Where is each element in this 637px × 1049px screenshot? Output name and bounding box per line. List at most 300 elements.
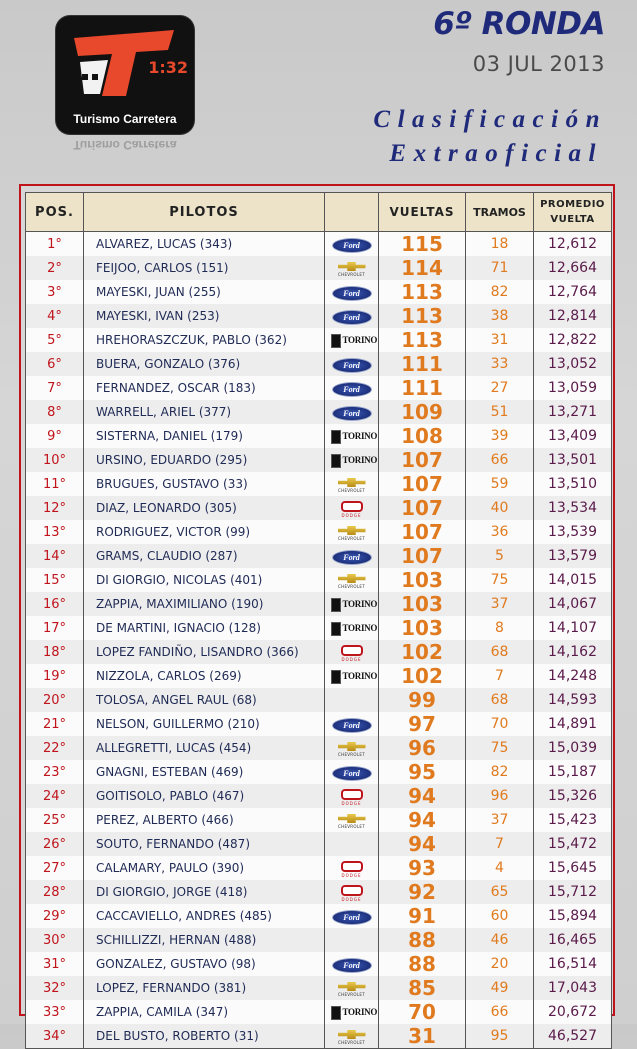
sections-cell: 40 — [466, 496, 534, 520]
position-cell: 5° — [26, 328, 84, 352]
table-row — [26, 568, 612, 592]
brand-cell — [325, 976, 379, 1000]
position-cell: 22° — [26, 736, 84, 760]
driver-name-cell: ZAPPIA, MAXIMILIANO (190) — [84, 592, 325, 616]
position-cell: 17° — [26, 616, 84, 640]
driver-name-cell: CACCAVIELLO, ANDRES (485) — [84, 904, 325, 928]
position-cell: 16° — [26, 592, 84, 616]
ford-logo-icon: Ford — [332, 910, 372, 925]
laps-cell: 31 — [379, 1024, 466, 1049]
driver-name-cell: SISTERNA, DANIEL (179) — [84, 424, 325, 448]
torino-logo-text: TORINO — [342, 431, 378, 441]
torino-logo-icon — [331, 670, 378, 684]
laps-cell: 111 — [379, 352, 466, 376]
driver-name-cell: CALAMARY, PAULO (390) — [84, 856, 325, 880]
torino-logo-text: TORINO — [342, 599, 378, 609]
brand-cell — [325, 520, 379, 544]
average-lap-cell: 20,672 — [534, 1000, 612, 1024]
table-row — [26, 640, 612, 664]
position-cell: 4° — [26, 304, 84, 328]
brand-cell — [325, 856, 379, 880]
position-cell: 26° — [26, 832, 84, 856]
table-row — [26, 784, 612, 808]
driver-name-cell: SOUTO, FERNANDO (487) — [84, 832, 325, 856]
position-cell: 14° — [26, 544, 84, 568]
table-row — [26, 448, 612, 472]
sections-cell: 27 — [466, 376, 534, 400]
brand-cell — [325, 232, 379, 257]
brand-cell — [325, 712, 379, 736]
sections-cell: 96 — [466, 784, 534, 808]
brand-cell — [325, 256, 379, 280]
chevrolet-bowtie-icon — [338, 742, 366, 751]
driver-name-cell: DE MARTINI, IGNACIO (128) — [84, 616, 325, 640]
brand-cell — [325, 760, 379, 784]
torino-emblem-icon — [331, 454, 341, 468]
average-lap-cell: 13,271 — [534, 400, 612, 424]
average-lap-cell: 12,612 — [534, 232, 612, 257]
position-cell: 34° — [26, 1024, 84, 1049]
table-row — [26, 376, 612, 400]
sections-cell: 66 — [466, 448, 534, 472]
dodge-logo-icon — [334, 501, 370, 517]
laps-cell: 108 — [379, 424, 466, 448]
ford-logo-icon: Ford — [332, 766, 372, 781]
chevrolet-bowtie-icon — [338, 262, 366, 271]
sections-cell: 38 — [466, 304, 534, 328]
ford-logo-icon: Ford — [332, 310, 372, 325]
brand-cell — [325, 688, 379, 712]
ford-logo-icon: Ford — [332, 358, 372, 373]
table-row — [26, 280, 612, 304]
table-row — [26, 616, 612, 640]
position-cell: 1° — [26, 232, 84, 257]
driver-name-cell: FEIJOO, CARLOS (151) — [84, 256, 325, 280]
dodge-ram-icon — [341, 789, 363, 800]
chevrolet-bowtie-icon — [338, 526, 366, 535]
driver-name-cell: TOLOSA, ANGEL RAUL (68) — [84, 688, 325, 712]
position-cell: 13° — [26, 520, 84, 544]
dodge-logo-text: DODGE — [341, 897, 362, 902]
table-row — [26, 328, 612, 352]
dodge-logo-icon — [334, 645, 370, 661]
dodge-logo-text: DODGE — [341, 873, 362, 878]
sections-cell: 18 — [466, 232, 534, 257]
laps-cell: 102 — [379, 640, 466, 664]
laps-cell: 70 — [379, 1000, 466, 1024]
dodge-ram-icon — [341, 645, 363, 656]
table-row — [26, 232, 612, 257]
table-row — [26, 976, 612, 1000]
position-cell: 32° — [26, 976, 84, 1000]
laps-cell: 107 — [379, 544, 466, 568]
sections-cell: 68 — [466, 688, 534, 712]
average-lap-cell: 16,465 — [534, 928, 612, 952]
header-pos: POS. — [26, 193, 84, 232]
average-lap-cell: 14,891 — [534, 712, 612, 736]
table-row — [26, 904, 612, 928]
table-row — [26, 760, 612, 784]
driver-name-cell: BRUGUES, GUSTAVO (33) — [84, 472, 325, 496]
brand-cell — [325, 904, 379, 928]
sections-cell: 7 — [466, 832, 534, 856]
driver-name-cell: GOITISOLO, PABLO (467) — [84, 784, 325, 808]
driver-name-cell: DEL BUSTO, ROBERTO (31) — [84, 1024, 325, 1049]
dodge-ram-icon — [341, 861, 363, 872]
sections-cell: 70 — [466, 712, 534, 736]
driver-name-cell: GONZALEZ, GUSTAVO (98) — [84, 952, 325, 976]
torino-logo-text: TORINO — [342, 455, 378, 465]
laps-cell: 109 — [379, 400, 466, 424]
sections-cell: 95 — [466, 1024, 534, 1049]
brand-cell — [325, 328, 379, 352]
round-title: 6º RONDA — [433, 6, 605, 42]
average-lap-cell: 17,043 — [534, 976, 612, 1000]
position-cell: 27° — [26, 856, 84, 880]
table-row — [26, 664, 612, 688]
driver-name-cell: LOPEZ, FERNANDO (381) — [84, 976, 325, 1000]
ford-logo-icon: Ford — [332, 406, 372, 421]
average-lap-cell: 14,067 — [534, 592, 612, 616]
average-lap-cell: 14,248 — [534, 664, 612, 688]
average-lap-cell: 13,409 — [534, 424, 612, 448]
header-pilotos: PILOTOS — [84, 193, 325, 232]
brand-cell — [325, 280, 379, 304]
torino-logo-icon — [331, 334, 378, 348]
subtitle-extraoficial: Extraoficial — [389, 140, 603, 167]
brand-cell — [325, 424, 379, 448]
position-cell: 20° — [26, 688, 84, 712]
chevrolet-logo-text: CHEVROLET — [338, 752, 365, 757]
header-promedio-line1: PROMEDIO — [540, 199, 605, 210]
driver-name-cell: ALLEGRETTI, LUCAS (454) — [84, 736, 325, 760]
laps-cell: 107 — [379, 520, 466, 544]
position-cell: 31° — [26, 952, 84, 976]
brand-cell — [325, 496, 379, 520]
sections-cell: 65 — [466, 880, 534, 904]
average-lap-cell: 12,814 — [534, 304, 612, 328]
table-row — [26, 952, 612, 976]
position-cell: 25° — [26, 808, 84, 832]
position-cell: 18° — [26, 640, 84, 664]
sections-cell: 36 — [466, 520, 534, 544]
torino-logo-icon — [331, 430, 378, 444]
table-row — [26, 424, 612, 448]
table-row — [26, 712, 612, 736]
header-promedio — [534, 193, 612, 232]
laps-cell: 94 — [379, 784, 466, 808]
torino-emblem-icon — [331, 670, 341, 684]
laps-cell: 107 — [379, 448, 466, 472]
dodge-logo-text: DODGE — [341, 657, 362, 662]
brand-cell — [325, 568, 379, 592]
brand-cell — [325, 1000, 379, 1024]
chevrolet-logo-text: CHEVROLET — [338, 584, 365, 589]
average-lap-cell: 15,472 — [534, 832, 612, 856]
logo-scale-number: 1:32 — [148, 58, 188, 77]
average-lap-cell: 46,527 — [534, 1024, 612, 1049]
laps-cell: 88 — [379, 952, 466, 976]
laps-cell: 99 — [379, 688, 466, 712]
sections-cell: 68 — [466, 640, 534, 664]
table-row — [26, 544, 612, 568]
sections-cell: 82 — [466, 760, 534, 784]
driver-name-cell: FERNANDEZ, OSCAR (183) — [84, 376, 325, 400]
driver-name-cell: NELSON, GUILLERMO (210) — [84, 712, 325, 736]
average-lap-cell: 15,645 — [534, 856, 612, 880]
laps-cell: 115 — [379, 232, 466, 257]
torino-emblem-icon — [331, 334, 341, 348]
torino-logo-text: TORINO — [342, 335, 378, 345]
average-lap-cell: 15,187 — [534, 760, 612, 784]
torino-logo-icon — [331, 622, 378, 636]
brand-cell — [325, 928, 379, 952]
chevrolet-bowtie-icon — [338, 478, 366, 487]
average-lap-cell: 14,593 — [534, 688, 612, 712]
brand-cell — [325, 376, 379, 400]
average-lap-cell: 12,822 — [534, 328, 612, 352]
sections-cell: 31 — [466, 328, 534, 352]
dodge-logo-text: DODGE — [341, 513, 362, 518]
dodge-ram-icon — [341, 501, 363, 512]
brand-cell — [325, 400, 379, 424]
laps-cell: 113 — [379, 328, 466, 352]
sections-cell: 37 — [466, 808, 534, 832]
driver-name-cell: HREHORASZCZUK, PABLO (362) — [84, 328, 325, 352]
laps-cell: 97 — [379, 712, 466, 736]
torino-logo-text: TORINO — [342, 1007, 378, 1017]
dodge-logo-icon — [334, 885, 370, 901]
brand-cell — [325, 640, 379, 664]
laps-cell: 113 — [379, 304, 466, 328]
sections-cell: 82 — [466, 280, 534, 304]
average-lap-cell: 13,539 — [534, 520, 612, 544]
table-row — [26, 256, 612, 280]
logo-reflection: Turismo Carretera — [73, 138, 177, 152]
table-row — [26, 496, 612, 520]
torino-logo-icon — [331, 598, 378, 612]
driver-name-cell: SCHILLIZZI, HERNAN (488) — [84, 928, 325, 952]
torino-emblem-icon — [331, 622, 341, 636]
sections-cell: 8 — [466, 616, 534, 640]
logo-brand-name: Turismo Carretera — [73, 112, 177, 126]
torino-logo-text: TORINO — [342, 671, 378, 681]
sections-cell: 51 — [466, 400, 534, 424]
sections-cell: 20 — [466, 952, 534, 976]
chevrolet-logo-text: CHEVROLET — [338, 824, 365, 829]
laps-cell: 85 — [379, 976, 466, 1000]
average-lap-cell: 13,534 — [534, 496, 612, 520]
chevrolet-bowtie-icon — [338, 982, 366, 991]
laps-cell: 94 — [379, 832, 466, 856]
position-cell: 30° — [26, 928, 84, 952]
average-lap-cell: 13,510 — [534, 472, 612, 496]
laps-cell: 107 — [379, 472, 466, 496]
average-lap-cell: 15,039 — [534, 736, 612, 760]
table-row — [26, 880, 612, 904]
ford-logo-icon: Ford — [332, 958, 372, 973]
table-row — [26, 832, 612, 856]
sections-cell: 7 — [466, 664, 534, 688]
torino-emblem-icon — [331, 1006, 341, 1020]
laps-cell: 91 — [379, 904, 466, 928]
chevrolet-logo-text: CHEVROLET — [338, 1040, 365, 1045]
driver-name-cell: MAYESKI, IVAN (253) — [84, 304, 325, 328]
chevrolet-logo-icon — [332, 1029, 372, 1045]
laps-cell: 88 — [379, 928, 466, 952]
position-cell: 15° — [26, 568, 84, 592]
average-lap-cell: 13,579 — [534, 544, 612, 568]
sections-cell: 49 — [466, 976, 534, 1000]
table-row — [26, 808, 612, 832]
laps-cell: 103 — [379, 592, 466, 616]
driver-name-cell: BUERA, GONZALO (376) — [84, 352, 325, 376]
driver-name-cell: DI GIORGIO, NICOLAS (401) — [84, 568, 325, 592]
chevrolet-bowtie-icon — [338, 574, 366, 583]
laps-cell: 113 — [379, 280, 466, 304]
table-row — [26, 1000, 612, 1024]
header-tramos: TRAMOS — [466, 193, 534, 232]
position-cell: 8° — [26, 400, 84, 424]
position-cell: 2° — [26, 256, 84, 280]
laps-cell: 93 — [379, 856, 466, 880]
table-row — [26, 1024, 612, 1049]
round-date: 03 JUL 2013 — [472, 52, 605, 76]
laps-cell: 111 — [379, 376, 466, 400]
torino-logo-icon — [331, 1006, 378, 1020]
brand-cell — [325, 808, 379, 832]
brand-cell — [325, 736, 379, 760]
ford-logo-icon: Ford — [332, 238, 372, 253]
laps-cell: 103 — [379, 568, 466, 592]
position-cell: 9° — [26, 424, 84, 448]
brand-cell — [325, 472, 379, 496]
sections-cell: 71 — [466, 256, 534, 280]
torino-logo-text: TORINO — [342, 623, 378, 633]
header-brand — [325, 193, 379, 232]
table-row — [26, 688, 612, 712]
torino-logo-icon — [331, 454, 378, 468]
chevrolet-logo-icon — [332, 573, 372, 589]
position-cell: 29° — [26, 904, 84, 928]
torino-emblem-icon — [331, 598, 341, 612]
driver-name-cell: PEREZ, ALBERTO (466) — [84, 808, 325, 832]
average-lap-cell: 14,015 — [534, 568, 612, 592]
header-promedio-line2: VUELTA — [550, 214, 595, 225]
table-row — [26, 856, 612, 880]
brand-cell — [325, 592, 379, 616]
dodge-ram-icon — [341, 885, 363, 896]
sections-cell: 46 — [466, 928, 534, 952]
sections-cell: 5 — [466, 544, 534, 568]
table-header-row — [26, 193, 612, 232]
chevrolet-bowtie-icon — [338, 1030, 366, 1039]
average-lap-cell: 15,712 — [534, 880, 612, 904]
table-row — [26, 352, 612, 376]
driver-name-cell: URSINO, EDUARDO (295) — [84, 448, 325, 472]
brand-cell — [325, 616, 379, 640]
driver-name-cell: ALVAREZ, LUCAS (343) — [84, 232, 325, 257]
header-vueltas: VUELTAS — [379, 193, 466, 232]
position-cell: 6° — [26, 352, 84, 376]
ford-logo-icon: Ford — [332, 382, 372, 397]
laps-cell: 102 — [379, 664, 466, 688]
table-row — [26, 520, 612, 544]
ford-logo-icon: Ford — [332, 286, 372, 301]
brand-cell — [325, 784, 379, 808]
dodge-logo-icon — [334, 789, 370, 805]
chevrolet-logo-icon — [332, 813, 372, 829]
average-lap-cell: 16,514 — [534, 952, 612, 976]
standings-frame — [19, 184, 615, 1048]
chevrolet-logo-icon — [332, 525, 372, 541]
chevrolet-logo-icon — [332, 261, 372, 277]
average-lap-cell: 15,423 — [534, 808, 612, 832]
chevrolet-logo-icon — [332, 981, 372, 997]
average-lap-cell: 13,501 — [534, 448, 612, 472]
driver-name-cell: GNAGNI, ESTEBAN (469) — [84, 760, 325, 784]
laps-cell: 96 — [379, 736, 466, 760]
laps-cell: 107 — [379, 496, 466, 520]
sections-cell: 33 — [466, 352, 534, 376]
driver-name-cell: MAYESKI, JUAN (255) — [84, 280, 325, 304]
sections-cell: 75 — [466, 736, 534, 760]
position-cell: 23° — [26, 760, 84, 784]
brand-cell — [325, 352, 379, 376]
table-row — [26, 304, 612, 328]
laps-cell: 95 — [379, 760, 466, 784]
brand-cell — [325, 544, 379, 568]
position-cell: 3° — [26, 280, 84, 304]
brand-cell — [325, 304, 379, 328]
dodge-logo-icon — [334, 861, 370, 877]
chevrolet-logo-text: CHEVROLET — [338, 488, 365, 493]
position-cell: 11° — [26, 472, 84, 496]
sections-cell: 66 — [466, 1000, 534, 1024]
position-cell: 7° — [26, 376, 84, 400]
standings-table — [25, 192, 612, 1049]
position-cell: 24° — [26, 784, 84, 808]
table-row — [26, 472, 612, 496]
sections-cell: 59 — [466, 472, 534, 496]
average-lap-cell: 13,059 — [534, 376, 612, 400]
laps-cell: 94 — [379, 808, 466, 832]
chevrolet-logo-text: CHEVROLET — [338, 272, 365, 277]
laps-cell: 103 — [379, 616, 466, 640]
table-row — [26, 592, 612, 616]
average-lap-cell: 12,764 — [534, 280, 612, 304]
position-cell: 28° — [26, 880, 84, 904]
chevrolet-logo-text: CHEVROLET — [338, 536, 365, 541]
brand-cell — [325, 832, 379, 856]
driver-name-cell: RODRIGUEZ, VICTOR (99) — [84, 520, 325, 544]
position-cell: 12° — [26, 496, 84, 520]
average-lap-cell: 15,326 — [534, 784, 612, 808]
ford-logo-icon: Ford — [332, 550, 372, 565]
driver-name-cell: DIAZ, LEONARDO (305) — [84, 496, 325, 520]
table-row — [26, 400, 612, 424]
average-lap-cell: 12,664 — [534, 256, 612, 280]
driver-name-cell: NIZZOLA, CARLOS (269) — [84, 664, 325, 688]
driver-name-cell: ZAPPIA, CAMILA (347) — [84, 1000, 325, 1024]
sections-cell: 4 — [466, 856, 534, 880]
sections-cell: 75 — [466, 568, 534, 592]
driver-name-cell: DI GIORGIO, JORGE (418) — [84, 880, 325, 904]
ford-logo-icon: Ford — [332, 718, 372, 733]
driver-name-cell: WARRELL, ARIEL (377) — [84, 400, 325, 424]
position-cell: 10° — [26, 448, 84, 472]
average-lap-cell: 15,894 — [534, 904, 612, 928]
